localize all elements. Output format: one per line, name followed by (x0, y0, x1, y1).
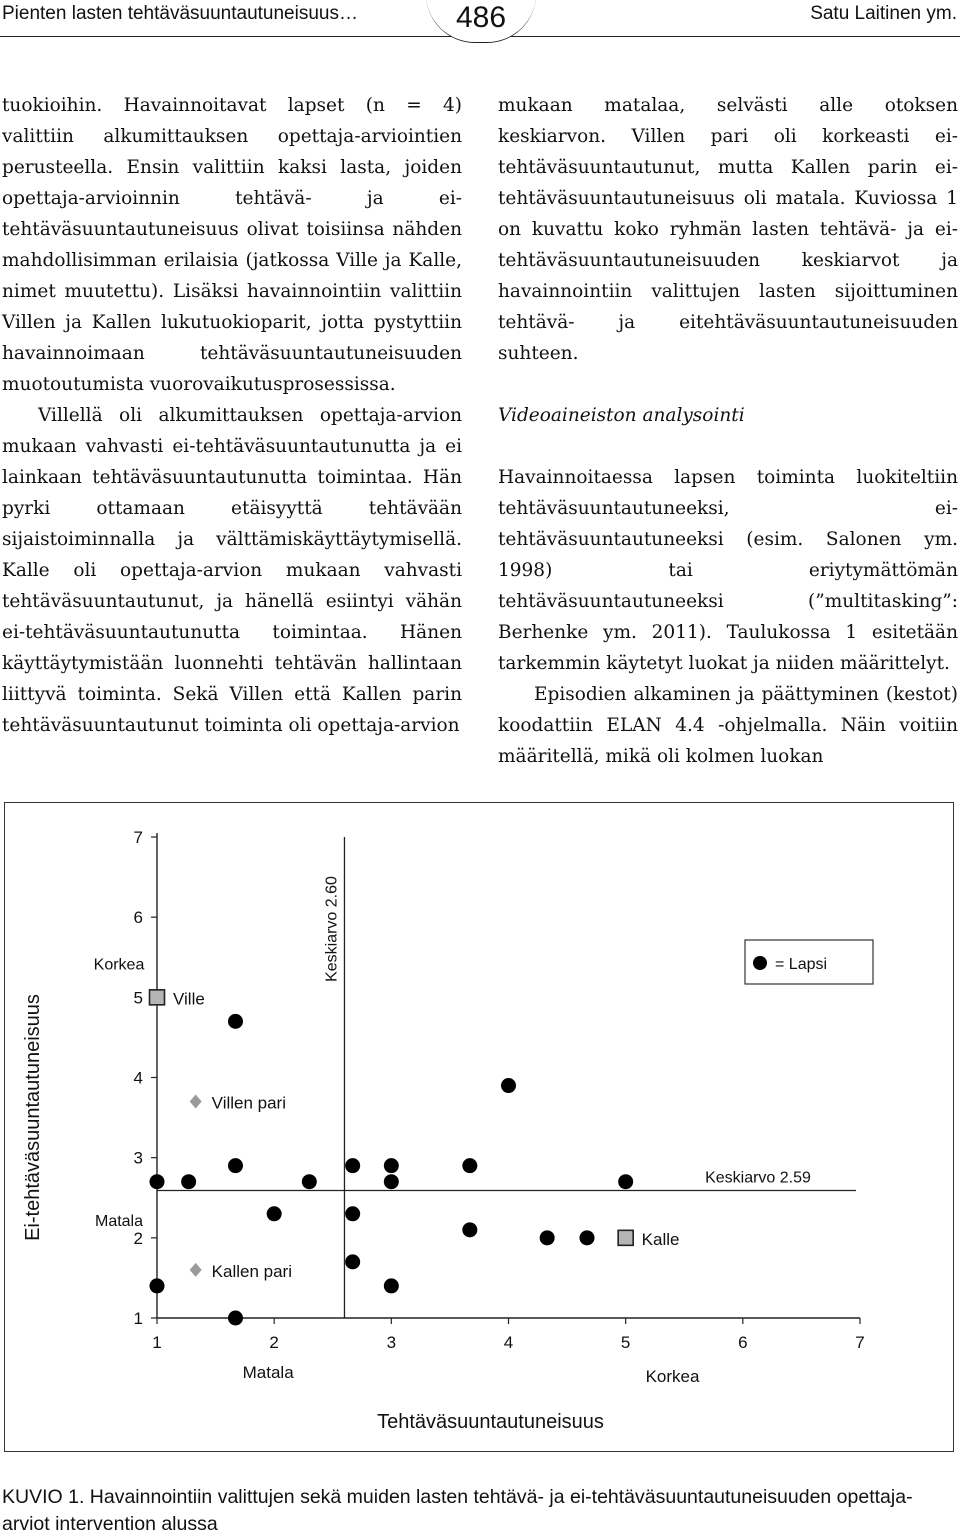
data-point (228, 1014, 243, 1029)
data-point (228, 1158, 243, 1173)
data-point (345, 1206, 360, 1221)
y-tick-label: 5 (133, 988, 143, 1008)
y-tick-label: 1 (133, 1309, 143, 1328)
header-title: Pienten lasten tehtäväsuuntautuneisuus… (2, 3, 358, 24)
y-tick-label: 7 (133, 828, 143, 847)
x-tick-label: 2 (269, 1333, 279, 1352)
y-axis-title: Ei-tehtäväsuuntautuneisuus (22, 994, 44, 1241)
highlight-diamond (190, 1095, 202, 1109)
data-point (384, 1158, 399, 1173)
y-tick-label: 4 (133, 1068, 143, 1088)
x-tick-label: 1 (152, 1333, 162, 1352)
paragraph: Episodien alkaminen ja päättyminen (kestot) koodattiin ELAN 4.4 -ohjelmalla. Näin voitiin määritellä, mikä oli kolmen luokan (498, 684, 958, 767)
y-tick-label: 2 (133, 1228, 143, 1248)
y-anchor-low: Matala (94, 1212, 144, 1230)
data-point (462, 1158, 477, 1173)
legend-marker (753, 956, 767, 970)
data-point (150, 1278, 165, 1293)
highlight-diamond (190, 1263, 202, 1277)
figure-frame (4, 802, 954, 1452)
x-tick-label: 7 (855, 1333, 865, 1352)
right-column (498, 90, 958, 772)
point-label: Villen pari (211, 1093, 287, 1113)
highlight-square (618, 1230, 633, 1245)
y-mean-label: Keskiarvo 2.59 (705, 1169, 811, 1187)
legend-label: = Lapsi (775, 956, 828, 973)
paragraph: Havainnoitaessa lapsen toiminta luokiteltiin tehtäväsuuntautuneeksi, ei-tehtäväsuuntautuneeksi (esim. Salonen ym. 1998) tai eriytymättömän tehtäväsuuntautuneeksi (”multitasking”: Berhenke ym. 2011). Taulukossa 1 esitetään tarkemmin käytetyt luokat ja niiden määrittelyt. (498, 467, 958, 674)
point-label: Ville (173, 989, 205, 1009)
x-mean-label: Keskiarvo 2.60 (323, 876, 341, 982)
x-anchor-low: Matala (242, 1363, 294, 1382)
figure-caption: KUVIO 1. Havainnointiin valittujen sekä muiden lasten tehtävä- ja ei-tehtäväsuuntautuneisuuden opettaja-arviot intervention alussa (2, 1486, 913, 1535)
data-point (345, 1158, 360, 1173)
data-point (302, 1174, 317, 1189)
page-number: 486 (426, 0, 536, 43)
point-label: Kallen pari (211, 1261, 292, 1281)
x-tick-label: 6 (738, 1333, 748, 1352)
scatter-chart (5, 803, 953, 1451)
paragraph: mukaan matalaa, selvästi alle otoksen keskiarvon. Villen pari oli korkeasti ei-tehtäväsuuntautunut, mutta Kallen parin ei-tehtäväsuuntautuneisuus oli matala. Kuviossa 1 on kuvattu koko ryhmän lasten tehtävä- ja ei-tehtäväsuuntautuneisuuden keskiarvot ja havainnointiin valittujen lasten sijoittuminen tehtävä- ja eitehtäväsuuntautuneisuuden suhteen. (498, 95, 958, 364)
data-point (228, 1311, 243, 1326)
data-point (580, 1230, 595, 1245)
paragraph: tuokioihin. Havainnoitavat lapset (n = 4) valittiin alkumittauksen opettaja-arviointien perusteella. Ensin valittiin kaksi lasta, joiden opettaja-arvioinnin tehtävä- ja ei-tehtäväsuuntautuneisuus olivat toisiinsa nähden mahdollisimman erilaisia (jatkossa Ville ja Kalle, nimet muutettu). Lisäksi havainnointiin valittiin Villen ja Kallen lukutuokioparit, jotta pystyttiin havainnoimaan tehtäväsuuntautuneisuuden muotoutumista vuorovaikutusprosessissa. (2, 95, 462, 395)
data-point (181, 1174, 196, 1189)
highlight-square (150, 990, 165, 1005)
spacer (498, 369, 958, 400)
left-column (2, 90, 462, 741)
x-tick-label: 3 (386, 1333, 397, 1352)
data-point (462, 1222, 477, 1237)
data-point (501, 1078, 516, 1093)
data-point (384, 1174, 399, 1189)
data-point (150, 1174, 165, 1189)
y-tick-label: 3 (133, 1148, 143, 1168)
header-authors: Satu Laitinen ym. (810, 3, 957, 24)
paragraph: Villellä oli alkumittauksen opettaja-arvion mukaan vahvasti ei-tehtäväsuuntautunutta ja ei lainkaan tehtäväsuuntautunutta toimintaa. Hän pyrki ottamaan etäisyyttä tehtävään sijaistoiminnalla ja välttämiskäyttäytymisellä. Kalle oli opettaja-arvion mukaan vahvasti tehtäväsuuntautunut, ja hänellä esiintyi vähän ei-tehtäväsuuntautunutta toimintaa. Hänen käyttäytymistään luonnehti tehtävän hallintaan liittyvä toiminta. Sekä Villen että Kallen parin tehtäväsuuntautunut toiminta oli opettaja-arvion (2, 405, 462, 736)
data-point (267, 1206, 282, 1221)
x-axis-title: Tehtäväsuuntautuneisuus (377, 1411, 604, 1433)
spacer (498, 431, 958, 462)
y-anchor-high: Korkea (93, 956, 145, 974)
data-point (540, 1230, 555, 1245)
point-label: Kalle (641, 1229, 680, 1249)
data-point (345, 1254, 360, 1269)
data-point (618, 1174, 633, 1189)
x-tick-label: 4 (503, 1333, 514, 1352)
x-anchor-high: Korkea (645, 1367, 700, 1386)
y-tick-label: 6 (133, 908, 143, 928)
running-header (0, 0, 960, 46)
data-point (384, 1278, 399, 1293)
x-tick-label: 5 (620, 1333, 631, 1352)
section-heading: Videoaineiston analysointi (498, 405, 745, 426)
